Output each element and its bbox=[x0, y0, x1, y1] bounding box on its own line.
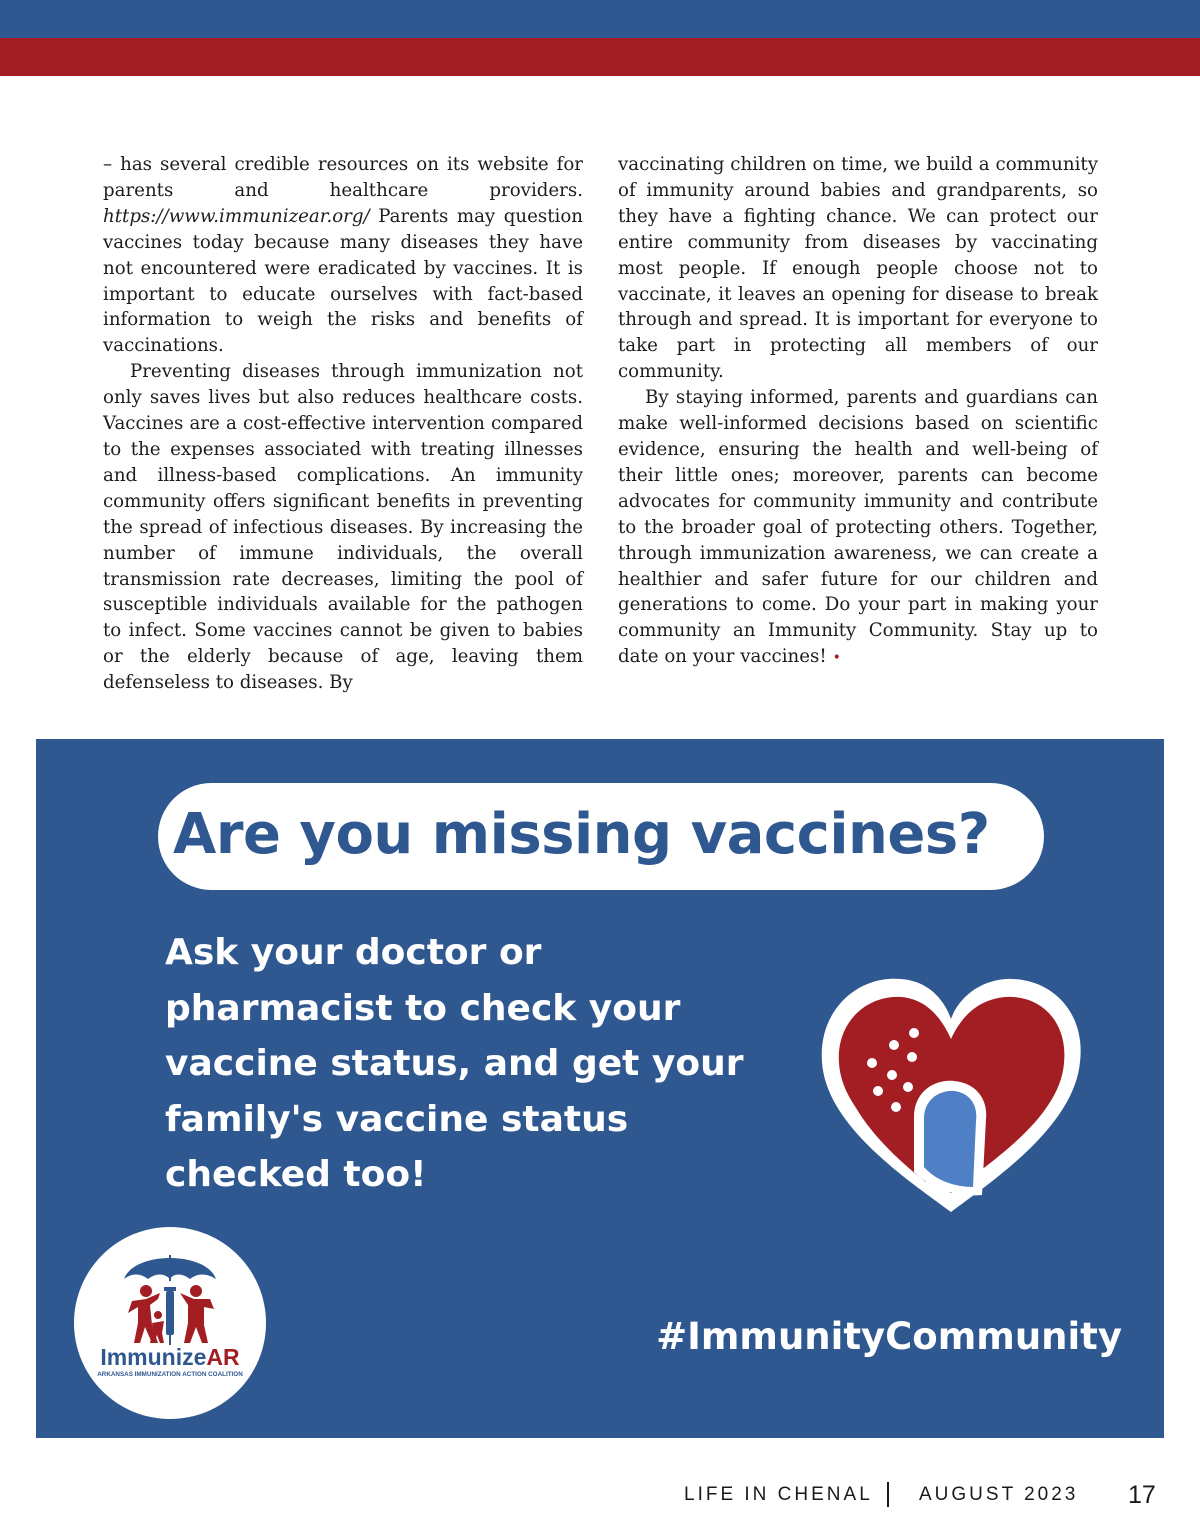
logo-wordmark bbox=[74, 1343, 266, 1371]
article-paragraph: Preventing diseases through immunization not only saves lives but also reduces healthcare costs. Vaccines are a cost-effective intervention compared to the expenses associated with treating illnesses and illness-based complications. An immunity community offers significant benefits in preventing the spread of infectious diseases. By increasing the number of immune individuals, the overall transmission rate decreases, limiting the pool of susceptible individuals available for the pathogen to infect. Some vaccines cannot be given to babies or the elderly because of age, leaving them defenseless to diseases. By bbox=[103, 361, 583, 694]
logo-wordmark-part: Immunize bbox=[100, 1344, 207, 1370]
logo-wordmark-part: AR bbox=[206, 1344, 240, 1370]
paragraph-text: Parents may question vaccines today because many diseases they have not encountered were eradicated by vaccines. It is important to educate ourselves with fact-based information to weigh the risks and benefits of vaccinations. bbox=[103, 205, 583, 357]
hashtag: #ImmunityCommunity bbox=[656, 1315, 1122, 1358]
ad-body-line: family's vaccine status bbox=[165, 1098, 629, 1140]
paragraph-text: – has several credible resources on its website for parents and healthcare providers. bbox=[103, 154, 583, 201]
footer-publication: LIFE IN CHENAL bbox=[684, 1484, 873, 1505]
bandage-heart-icon bbox=[806, 967, 1096, 1227]
vaccine-advertisement bbox=[36, 739, 1164, 1438]
ad-headline: Are you missing vaccines? bbox=[173, 802, 990, 867]
top-blue-band bbox=[0, 0, 1200, 38]
logo-subtitle: ARKANSAS IMMUNIZATION ACTION COALITION bbox=[97, 1371, 243, 1378]
ad-body-line: pharmacist to check your bbox=[165, 987, 681, 1029]
article-paragraph bbox=[618, 385, 1098, 672]
article-right-column bbox=[618, 152, 1098, 672]
article-left-column bbox=[103, 152, 583, 696]
immunizear-logo bbox=[74, 1227, 266, 1419]
ad-body-line: Ask your doctor or bbox=[165, 932, 542, 973]
end-mark: • bbox=[832, 650, 841, 667]
footer-separator bbox=[887, 1482, 889, 1507]
article-paragraph bbox=[103, 152, 583, 359]
ad-body-text bbox=[165, 925, 805, 1203]
ad-body-line: vaccine status, and get your bbox=[165, 1043, 744, 1084]
footer-issue-date: AUGUST 2023 bbox=[919, 1484, 1079, 1505]
umbrella-family-icon bbox=[114, 1247, 226, 1349]
article-paragraph: vaccinating children on time, we build a community of immunity around babies and grandparents, so they have a fighting chance. We can protect our entire community from diseases by vaccinating most people. If enough people choose not to vaccinate, it leaves an opening for disease to break through and spread. It is important for everyone to take part in protecting all members of our community. bbox=[618, 154, 1098, 383]
top-red-band bbox=[0, 38, 1200, 76]
website-link[interactable]: https://www.immunizear.org/ bbox=[103, 205, 370, 227]
page-number: 17 bbox=[1128, 1481, 1156, 1509]
ad-body-line: checked too! bbox=[165, 1154, 427, 1195]
paragraph-text: By staying informed, parents and guardians can make well-informed decisions based on scientific evidence, ensuring the health and well-being of their little ones; moreover, parents can become advocates for community immunity and contribute to the broader goal of protecting others. Together, through immunization awareness, we can create a healthier and safer future for our children and generations to come. Do your part in making your community an Immunity Community. Stay up to date on your vaccines! bbox=[618, 387, 1098, 668]
